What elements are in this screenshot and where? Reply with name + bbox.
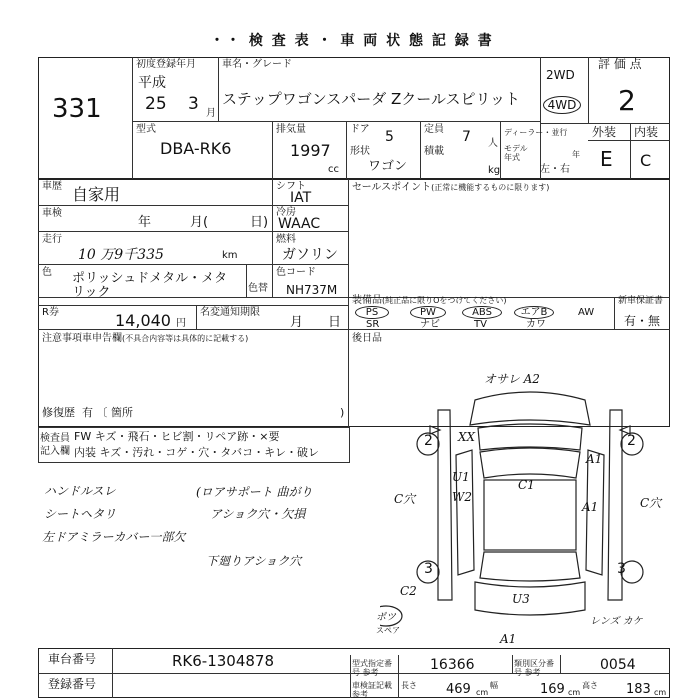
mileage-label: 走行: [42, 234, 62, 245]
caution-note: (不具合内容等は具体的に記載する): [122, 334, 249, 343]
notice-month: 月: [290, 315, 304, 330]
damage-c-left: C穴: [394, 492, 416, 506]
shape-label: 形状: [350, 146, 370, 157]
color-change-label: 色替: [248, 283, 268, 294]
mileage-unit: km: [222, 250, 238, 261]
load-unit: kg: [488, 165, 501, 176]
door-label: ドア: [350, 124, 370, 135]
caution-label: [42, 333, 248, 344]
type-no-value: 16366: [430, 657, 475, 673]
width-unit: cm: [568, 688, 581, 697]
dealer-label: ディーラー・並行: [504, 128, 568, 137]
shift-label: シフト: [276, 181, 306, 192]
rating-value: 2: [618, 84, 636, 117]
equip-navi: ナビ: [420, 319, 440, 330]
exterior-label: 外装: [592, 125, 617, 139]
color-code-label: 色コード: [276, 267, 316, 278]
shift-value: IAT: [290, 190, 312, 206]
load-label: 積載: [424, 146, 444, 157]
damage-top: オサレ A2: [484, 372, 540, 386]
document-title: ・・ 検 査 表 ・ 車 両 状 態 記 録 書: [210, 33, 494, 49]
note-6: 下廻りアショク穴: [206, 554, 302, 568]
note-3: 左ドアミラーカバー一部欠: [42, 530, 186, 544]
damage-u3: U3: [512, 592, 530, 606]
length-value: 469: [446, 682, 471, 697]
equip-abs: ABS: [462, 306, 502, 319]
damage-a1-rear: A1: [500, 632, 517, 646]
note-4: (ロアサポート 曲がり: [196, 485, 313, 499]
height-unit: cm: [654, 688, 667, 697]
inspection-day: 日): [250, 215, 269, 230]
damage-u1: U1: [452, 470, 470, 484]
registration-month: 3: [188, 94, 199, 114]
width-label: 幅: [490, 681, 498, 690]
vehicle-damage-diagram: [380, 370, 680, 640]
inspector-line-1: FW キズ・飛石・ヒビ割・リペア跡・×要: [74, 430, 280, 443]
notice-label: 名変通知期限: [200, 307, 260, 318]
note-5: アショク穴・欠損: [210, 507, 306, 521]
equip-leather: カワ: [526, 319, 546, 330]
length-label: 長さ: [401, 681, 417, 690]
model-value: DBA-RK6: [160, 139, 232, 158]
drive-4wd: 4WD: [543, 96, 581, 114]
wheel-fl: 2: [424, 433, 433, 449]
inspection-year: 年: [138, 215, 152, 230]
shape-value: ワゴン: [368, 159, 408, 174]
equip-tv: TV: [474, 319, 487, 330]
history-label: 車歴: [42, 181, 62, 192]
fuel-value: ガソリン: [282, 247, 338, 263]
handle-side: 左・右: [540, 164, 570, 175]
ac-value: WAAC: [278, 216, 321, 232]
model-year-unit: 年: [572, 150, 580, 159]
repair-close: ): [340, 406, 345, 419]
recycle-label: R券: [42, 307, 59, 318]
class-no-value: 0054: [600, 657, 636, 673]
recycle-unit: 円: [176, 318, 186, 329]
equipment-note: (純正品に限りOをつけてください): [382, 296, 507, 305]
capacity-value: 7: [462, 129, 471, 145]
damage-a1-right: A1: [582, 500, 599, 514]
height-value: 183: [626, 682, 651, 697]
sales-point-label: [352, 182, 549, 193]
warranty-value: 有・無: [624, 314, 661, 328]
displacement-label: 排気量: [276, 124, 306, 135]
warranty-label: 新車保証書: [618, 296, 664, 306]
color-code: NH737M: [286, 283, 338, 297]
rating-label: 評 価 点: [598, 57, 642, 71]
caution-title: 注意事項車申告欄: [42, 333, 122, 344]
era: 平成: [138, 75, 166, 91]
equip-aw: AW: [578, 307, 595, 318]
drive-2wd: 2WD: [546, 68, 575, 82]
color-line1: ポリッシュドメタル・メタ: [72, 271, 228, 286]
vin-value: RK6-1304878: [172, 652, 275, 670]
month-suffix: 月: [206, 108, 216, 119]
wheel-fr: 2: [627, 433, 636, 449]
dims-label: 車検証記載 参考: [352, 681, 392, 699]
inspector-label-2: 記入欄: [40, 446, 70, 457]
ac-label: 冷房: [276, 207, 296, 218]
repair-value: 有 〔 箇所: [82, 406, 133, 419]
note-1: ハンドルスレ: [44, 484, 116, 498]
wheel-rr: 3: [617, 561, 626, 577]
spare-label: スペア: [376, 626, 400, 635]
registration-label: 登録番号: [48, 677, 97, 691]
car-name: ステップワゴンスパーダ Zクールスピリット: [222, 90, 520, 108]
after-parts-label: 後日品: [352, 333, 382, 344]
equipment-label: [352, 295, 507, 306]
equip-ps: PS: [355, 306, 389, 319]
displacement-unit: cc: [328, 164, 339, 175]
damage-w2: W2: [452, 490, 472, 504]
damage-a1-front: A1: [586, 452, 603, 466]
damage-c1: C1: [518, 478, 535, 492]
inspection-month: 月(: [190, 215, 209, 230]
height-label: 高さ: [582, 681, 598, 690]
inspection-label: 車検: [42, 208, 62, 219]
model-year-label: モデル 年式: [504, 144, 528, 162]
equipment-title: 装備品: [352, 295, 382, 306]
inspector-line-2: 内装 キズ・汚れ・コゲ・穴・タバコ・キレ・破レ: [74, 446, 320, 459]
spare-circle-text: ポツ: [376, 612, 396, 623]
color-label: 色: [42, 267, 52, 278]
capacity-unit: 人: [488, 138, 498, 149]
type-no-label: 型式指定番号 参考: [352, 659, 392, 677]
recycle-value: 14,040: [115, 311, 171, 330]
length-unit: cm: [476, 688, 489, 697]
mileage-value: 10 万9千335: [78, 247, 164, 263]
damage-c2: C2: [400, 584, 417, 598]
note-2: シートヘタリ: [44, 507, 117, 521]
model-label: 型式: [136, 124, 156, 135]
capacity-label: 定員: [424, 124, 444, 135]
damage-lens: レンズ カケ: [590, 616, 643, 627]
sales-point-note: (正常に機能するものに限ります): [431, 183, 550, 192]
lot-number: 331: [52, 94, 102, 124]
displacement-value: 1997: [290, 141, 331, 160]
inspector-label-1: 検査員: [40, 433, 70, 444]
first-registration-label: 初度登録年月: [136, 59, 196, 70]
interior-grade: C: [640, 151, 652, 170]
width-value: 169: [540, 682, 565, 697]
equip-pw: PW: [410, 306, 446, 319]
class-no-label: 類別区分番号 参考: [514, 659, 554, 677]
exterior-grade: E: [600, 147, 613, 171]
sales-point-title: セールスポイント: [352, 182, 432, 193]
equip-sr: SR: [366, 319, 380, 330]
vin-label: 車台番号: [48, 652, 97, 666]
color-line2: リック: [72, 285, 111, 300]
damage-c-right: C穴: [640, 496, 662, 510]
history-value: 自家用: [72, 185, 121, 204]
notice-day: 日: [328, 315, 342, 330]
door-value: 5: [385, 129, 394, 145]
registration-year: 25: [145, 94, 167, 114]
interior-label: 内装: [634, 125, 659, 139]
equip-airbag: エアB: [514, 306, 554, 319]
repair-label: 修復歴: [42, 406, 75, 419]
wheel-rl: 3: [424, 561, 433, 577]
fuel-label: 燃料: [276, 234, 296, 245]
car-name-label: 車名・グレード: [222, 59, 292, 70]
damage-xx: XX: [458, 430, 476, 444]
